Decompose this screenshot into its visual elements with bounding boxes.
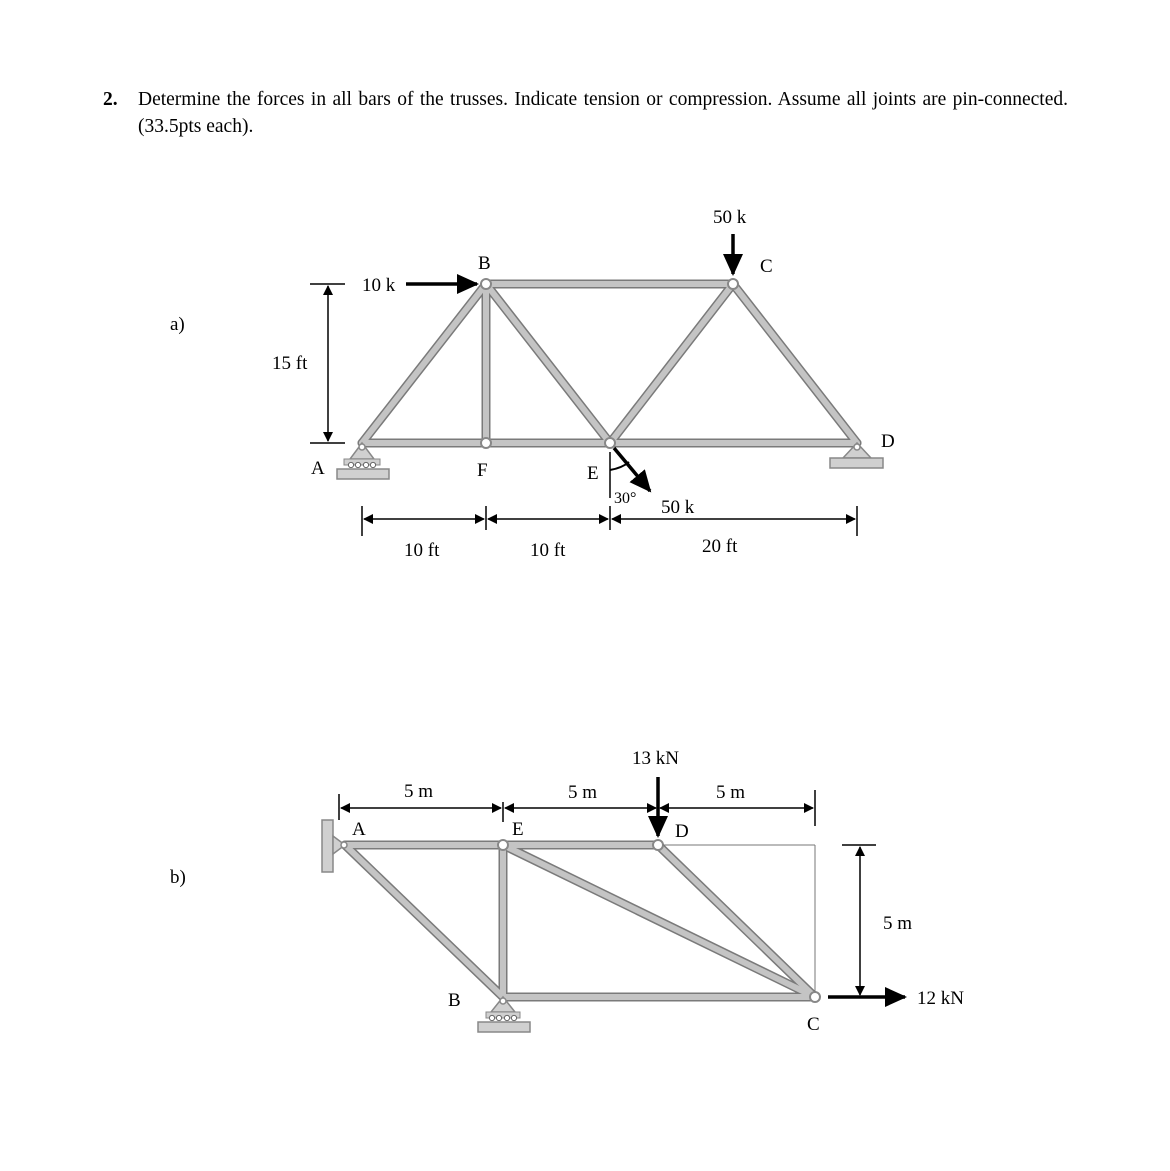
label-a-d: D [881,431,895,452]
label-a-e: E [587,463,599,484]
label-a-b: B [478,253,491,274]
joint-c-pin-b [810,992,820,1002]
label-b-b: B [448,990,461,1011]
roller-support-a [337,443,389,479]
truss-a-bars [362,284,857,443]
load-label-e: 50 k [661,497,695,518]
angle-label-30: 30° [614,490,637,507]
joint-e-pin [605,438,615,448]
load-label-10k: 10 k [362,275,396,296]
label-a-a: A [311,458,325,479]
wall-support-a [322,820,347,872]
label-a-f: F [477,460,488,481]
joint-e-pin-b [498,840,508,850]
problem-number: 2. [103,89,118,110]
truss-b-bars [345,845,815,997]
dim-label-ae: 5 m [404,781,434,802]
load-label-c: 50 k [713,207,747,228]
joint-c-pin [728,279,738,289]
dim-label-height-b: 5 m [883,913,913,934]
dim-label-fe: 10 ft [530,540,566,561]
dim-label-ed: 20 ft [702,536,738,557]
truss-b [170,748,964,1035]
part-a-label: a) [170,314,185,335]
joint-b-pin [481,279,491,289]
dim-label-ed-b: 5 m [568,782,598,803]
roller-support-b [478,997,530,1032]
load-label-13kn: 13 kN [632,748,679,769]
angle-arc [610,462,629,470]
label-b-e: E [512,819,524,840]
label-a-c: C [760,256,773,277]
dim-label-af: 10 ft [404,540,440,561]
load-label-12kn: 12 kN [917,988,964,1009]
dim-label-dc: 5 m [716,782,746,803]
joint-d-pin-b [653,840,663,850]
joint-f-pin [481,438,491,448]
truss-a [170,207,895,561]
dim-height-a [310,284,345,443]
label-b-d: D [675,821,689,842]
dim-label-15ft: 15 ft [272,353,308,374]
load-arrow-e [614,448,650,491]
part-b-label: b) [170,867,186,888]
dim-spans-a [362,506,857,536]
problem-text: Determine the forces in all bars of the trusses. Indicate tension or compression. Assume all joints are pin-connected. (33.5pts each). [138,89,1068,137]
label-b-c: C [807,1014,820,1035]
label-b-a: A [352,819,366,840]
